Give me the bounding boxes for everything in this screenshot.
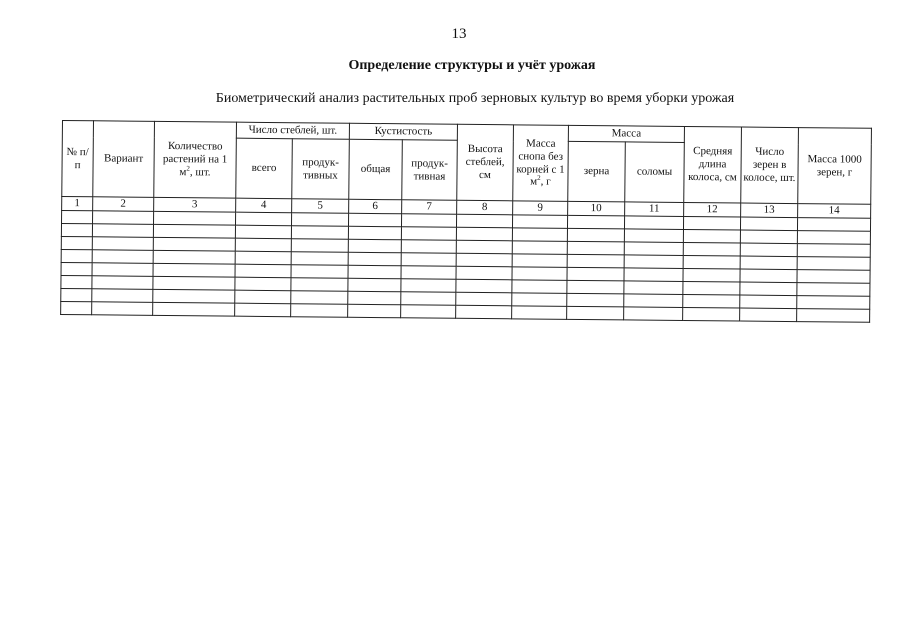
header-stems-productive: продук-тивных bbox=[292, 139, 350, 200]
empty-cell bbox=[348, 226, 401, 240]
empty-cell bbox=[61, 288, 92, 301]
header-grains-per-ear: Число зерен в колосе, шт. bbox=[741, 127, 799, 204]
empty-cell bbox=[291, 278, 348, 292]
biometric-analysis-table bbox=[60, 120, 872, 323]
empty-cell bbox=[235, 303, 291, 317]
empty-cell bbox=[401, 305, 456, 319]
empty-cell bbox=[456, 227, 512, 241]
empty-cell bbox=[624, 242, 683, 256]
empty-cell bbox=[456, 253, 512, 267]
column-number: 13 bbox=[741, 203, 798, 218]
header-row-groups bbox=[62, 121, 871, 145]
empty-cell bbox=[683, 294, 740, 308]
empty-cell bbox=[92, 250, 153, 264]
empty-cell bbox=[567, 241, 624, 255]
empty-cell bbox=[235, 225, 291, 239]
empty-cell bbox=[348, 213, 401, 227]
empty-cell bbox=[740, 295, 797, 309]
empty-cell bbox=[348, 304, 401, 318]
empty-cell bbox=[624, 281, 683, 295]
empty-cell bbox=[683, 242, 740, 256]
empty-cell bbox=[348, 278, 401, 292]
header-mass-group: Масса bbox=[568, 125, 684, 142]
empty-cell bbox=[456, 240, 512, 254]
empty-cell bbox=[512, 280, 567, 294]
header-stems-group: Число стеблей, шт. bbox=[236, 122, 349, 139]
empty-cell bbox=[291, 239, 348, 253]
empty-cell bbox=[291, 213, 348, 227]
header-stems-total: всего bbox=[236, 138, 293, 199]
header-plants-sup: 2 bbox=[186, 164, 190, 173]
empty-cell bbox=[92, 237, 153, 251]
empty-cell bbox=[348, 265, 401, 279]
empty-cell bbox=[456, 292, 512, 306]
header-num: № п/п bbox=[62, 121, 94, 197]
empty-cell bbox=[740, 230, 797, 244]
empty-cell bbox=[401, 279, 456, 293]
column-number: 3 bbox=[154, 197, 236, 212]
column-number: 8 bbox=[457, 200, 513, 215]
empty-cell bbox=[92, 224, 153, 238]
column-number: 5 bbox=[292, 199, 349, 214]
empty-cell bbox=[401, 240, 456, 254]
empty-cell bbox=[153, 276, 235, 290]
empty-cell bbox=[624, 268, 683, 282]
header-tillering-productive: продук-тивная bbox=[402, 140, 458, 201]
empty-cell bbox=[797, 257, 870, 271]
page-title: Определение структуры и учёт урожая bbox=[348, 58, 596, 73]
empty-cell bbox=[235, 264, 291, 278]
empty-cell bbox=[61, 262, 92, 275]
empty-cell bbox=[740, 243, 797, 257]
empty-cell bbox=[797, 296, 870, 310]
empty-cell bbox=[61, 301, 92, 314]
empty-cell bbox=[740, 282, 797, 296]
empty-cell bbox=[401, 253, 456, 267]
header-tillering-total: общая bbox=[349, 139, 403, 200]
column-number: 11 bbox=[625, 202, 684, 217]
empty-cell bbox=[683, 229, 740, 243]
empty-cell bbox=[456, 214, 512, 228]
column-number: 7 bbox=[402, 200, 457, 214]
table-caption: Биометрический анализ растительных проб зерновых культур во время уборки урожая bbox=[215, 91, 735, 106]
empty-cell bbox=[512, 306, 567, 320]
header-tillering-group: Кустистость bbox=[349, 123, 457, 140]
header-variant: Вариант bbox=[93, 121, 155, 198]
empty-cell bbox=[567, 267, 624, 281]
header-sheaf-sup: 2 bbox=[537, 174, 541, 183]
empty-cell bbox=[291, 226, 348, 240]
header-mass-straw: соломы bbox=[625, 142, 685, 203]
empty-cell bbox=[797, 270, 870, 284]
column-number: 4 bbox=[236, 198, 292, 213]
empty-cell bbox=[512, 254, 567, 268]
column-number: 10 bbox=[568, 201, 625, 216]
empty-cell bbox=[61, 275, 92, 288]
empty-cell bbox=[683, 281, 740, 295]
empty-cell bbox=[291, 265, 348, 279]
empty-cell bbox=[740, 217, 797, 231]
empty-cell bbox=[624, 255, 683, 269]
header-plants-unit: , шт. bbox=[189, 166, 211, 179]
empty-cell bbox=[740, 308, 797, 322]
empty-cell bbox=[348, 291, 401, 305]
empty-cell bbox=[235, 238, 291, 252]
empty-cell bbox=[92, 289, 153, 303]
empty-cell bbox=[512, 293, 567, 307]
empty-cell bbox=[153, 250, 235, 264]
empty-cell bbox=[61, 236, 92, 249]
empty-cell bbox=[456, 279, 512, 293]
empty-cell bbox=[456, 266, 512, 280]
empty-cell bbox=[153, 289, 235, 303]
empty-cell bbox=[683, 216, 740, 230]
column-number: 14 bbox=[798, 204, 871, 219]
empty-cell bbox=[153, 263, 235, 277]
empty-cell bbox=[567, 254, 624, 268]
empty-cell bbox=[512, 267, 567, 281]
empty-cell bbox=[683, 255, 740, 269]
empty-rows bbox=[61, 210, 871, 322]
empty-cell bbox=[797, 231, 870, 245]
header-sheaf-unit: , г bbox=[540, 176, 551, 189]
empty-cell bbox=[401, 292, 456, 306]
empty-cell bbox=[512, 241, 567, 255]
empty-cell bbox=[61, 249, 92, 262]
header-mass-grain: зерна bbox=[568, 141, 626, 202]
empty-cell bbox=[797, 218, 870, 232]
empty-cell bbox=[401, 266, 456, 280]
empty-cell bbox=[92, 302, 153, 316]
header-sheaf-text: Масса снопа без корней с 1 м bbox=[516, 137, 565, 189]
table-wrapper bbox=[60, 120, 872, 323]
empty-cell bbox=[401, 227, 456, 241]
empty-cell bbox=[567, 280, 624, 294]
column-number: 6 bbox=[349, 199, 402, 213]
column-number: 1 bbox=[62, 197, 93, 211]
empty-cell bbox=[512, 215, 567, 229]
empty-cell bbox=[93, 211, 154, 225]
empty-cell bbox=[624, 307, 683, 321]
column-number: 2 bbox=[93, 197, 154, 212]
header-stem-height: Высота стеблей, см bbox=[457, 124, 514, 201]
empty-cell bbox=[235, 277, 291, 291]
empty-cell bbox=[401, 214, 456, 228]
page-number: 13 bbox=[451, 26, 467, 42]
empty-cell bbox=[567, 228, 624, 242]
empty-cell bbox=[624, 294, 683, 308]
empty-cell bbox=[92, 263, 153, 277]
empty-cell bbox=[235, 290, 291, 304]
header-plants-text: Количество растений на 1 м bbox=[162, 140, 228, 179]
column-number: 12 bbox=[684, 202, 741, 217]
empty-cell bbox=[235, 251, 291, 265]
empty-cell bbox=[683, 307, 740, 321]
empty-cell bbox=[740, 256, 797, 270]
empty-cell bbox=[291, 304, 348, 318]
empty-cell bbox=[154, 211, 236, 225]
empty-cell bbox=[567, 293, 624, 307]
empty-cell bbox=[153, 237, 235, 251]
empty-cell bbox=[624, 229, 683, 243]
empty-cell bbox=[153, 224, 235, 238]
empty-cell bbox=[797, 244, 870, 258]
empty-cell bbox=[348, 252, 401, 266]
empty-cell bbox=[567, 306, 624, 320]
empty-cell bbox=[62, 210, 93, 223]
header-plants-per-m2 bbox=[154, 121, 237, 198]
empty-cell bbox=[512, 228, 567, 242]
empty-cell bbox=[456, 305, 512, 319]
header-ear-length: Средняя длина колоса, см bbox=[684, 126, 742, 203]
header-1000-grain-mass: Масса 1000 зерен, г bbox=[798, 128, 872, 205]
empty-cell bbox=[624, 216, 683, 230]
empty-cell bbox=[740, 269, 797, 283]
empty-cell bbox=[797, 283, 870, 297]
empty-cell bbox=[235, 212, 291, 226]
empty-cell bbox=[153, 302, 235, 316]
empty-cell bbox=[291, 291, 348, 305]
empty-cell bbox=[348, 239, 401, 253]
empty-cell bbox=[92, 276, 153, 290]
column-number: 9 bbox=[513, 201, 568, 215]
empty-cell bbox=[61, 223, 92, 236]
empty-cell bbox=[291, 252, 348, 266]
header-sheaf-mass bbox=[513, 125, 569, 202]
empty-cell bbox=[683, 268, 740, 282]
empty-cell bbox=[567, 215, 624, 229]
empty-cell bbox=[797, 309, 870, 323]
